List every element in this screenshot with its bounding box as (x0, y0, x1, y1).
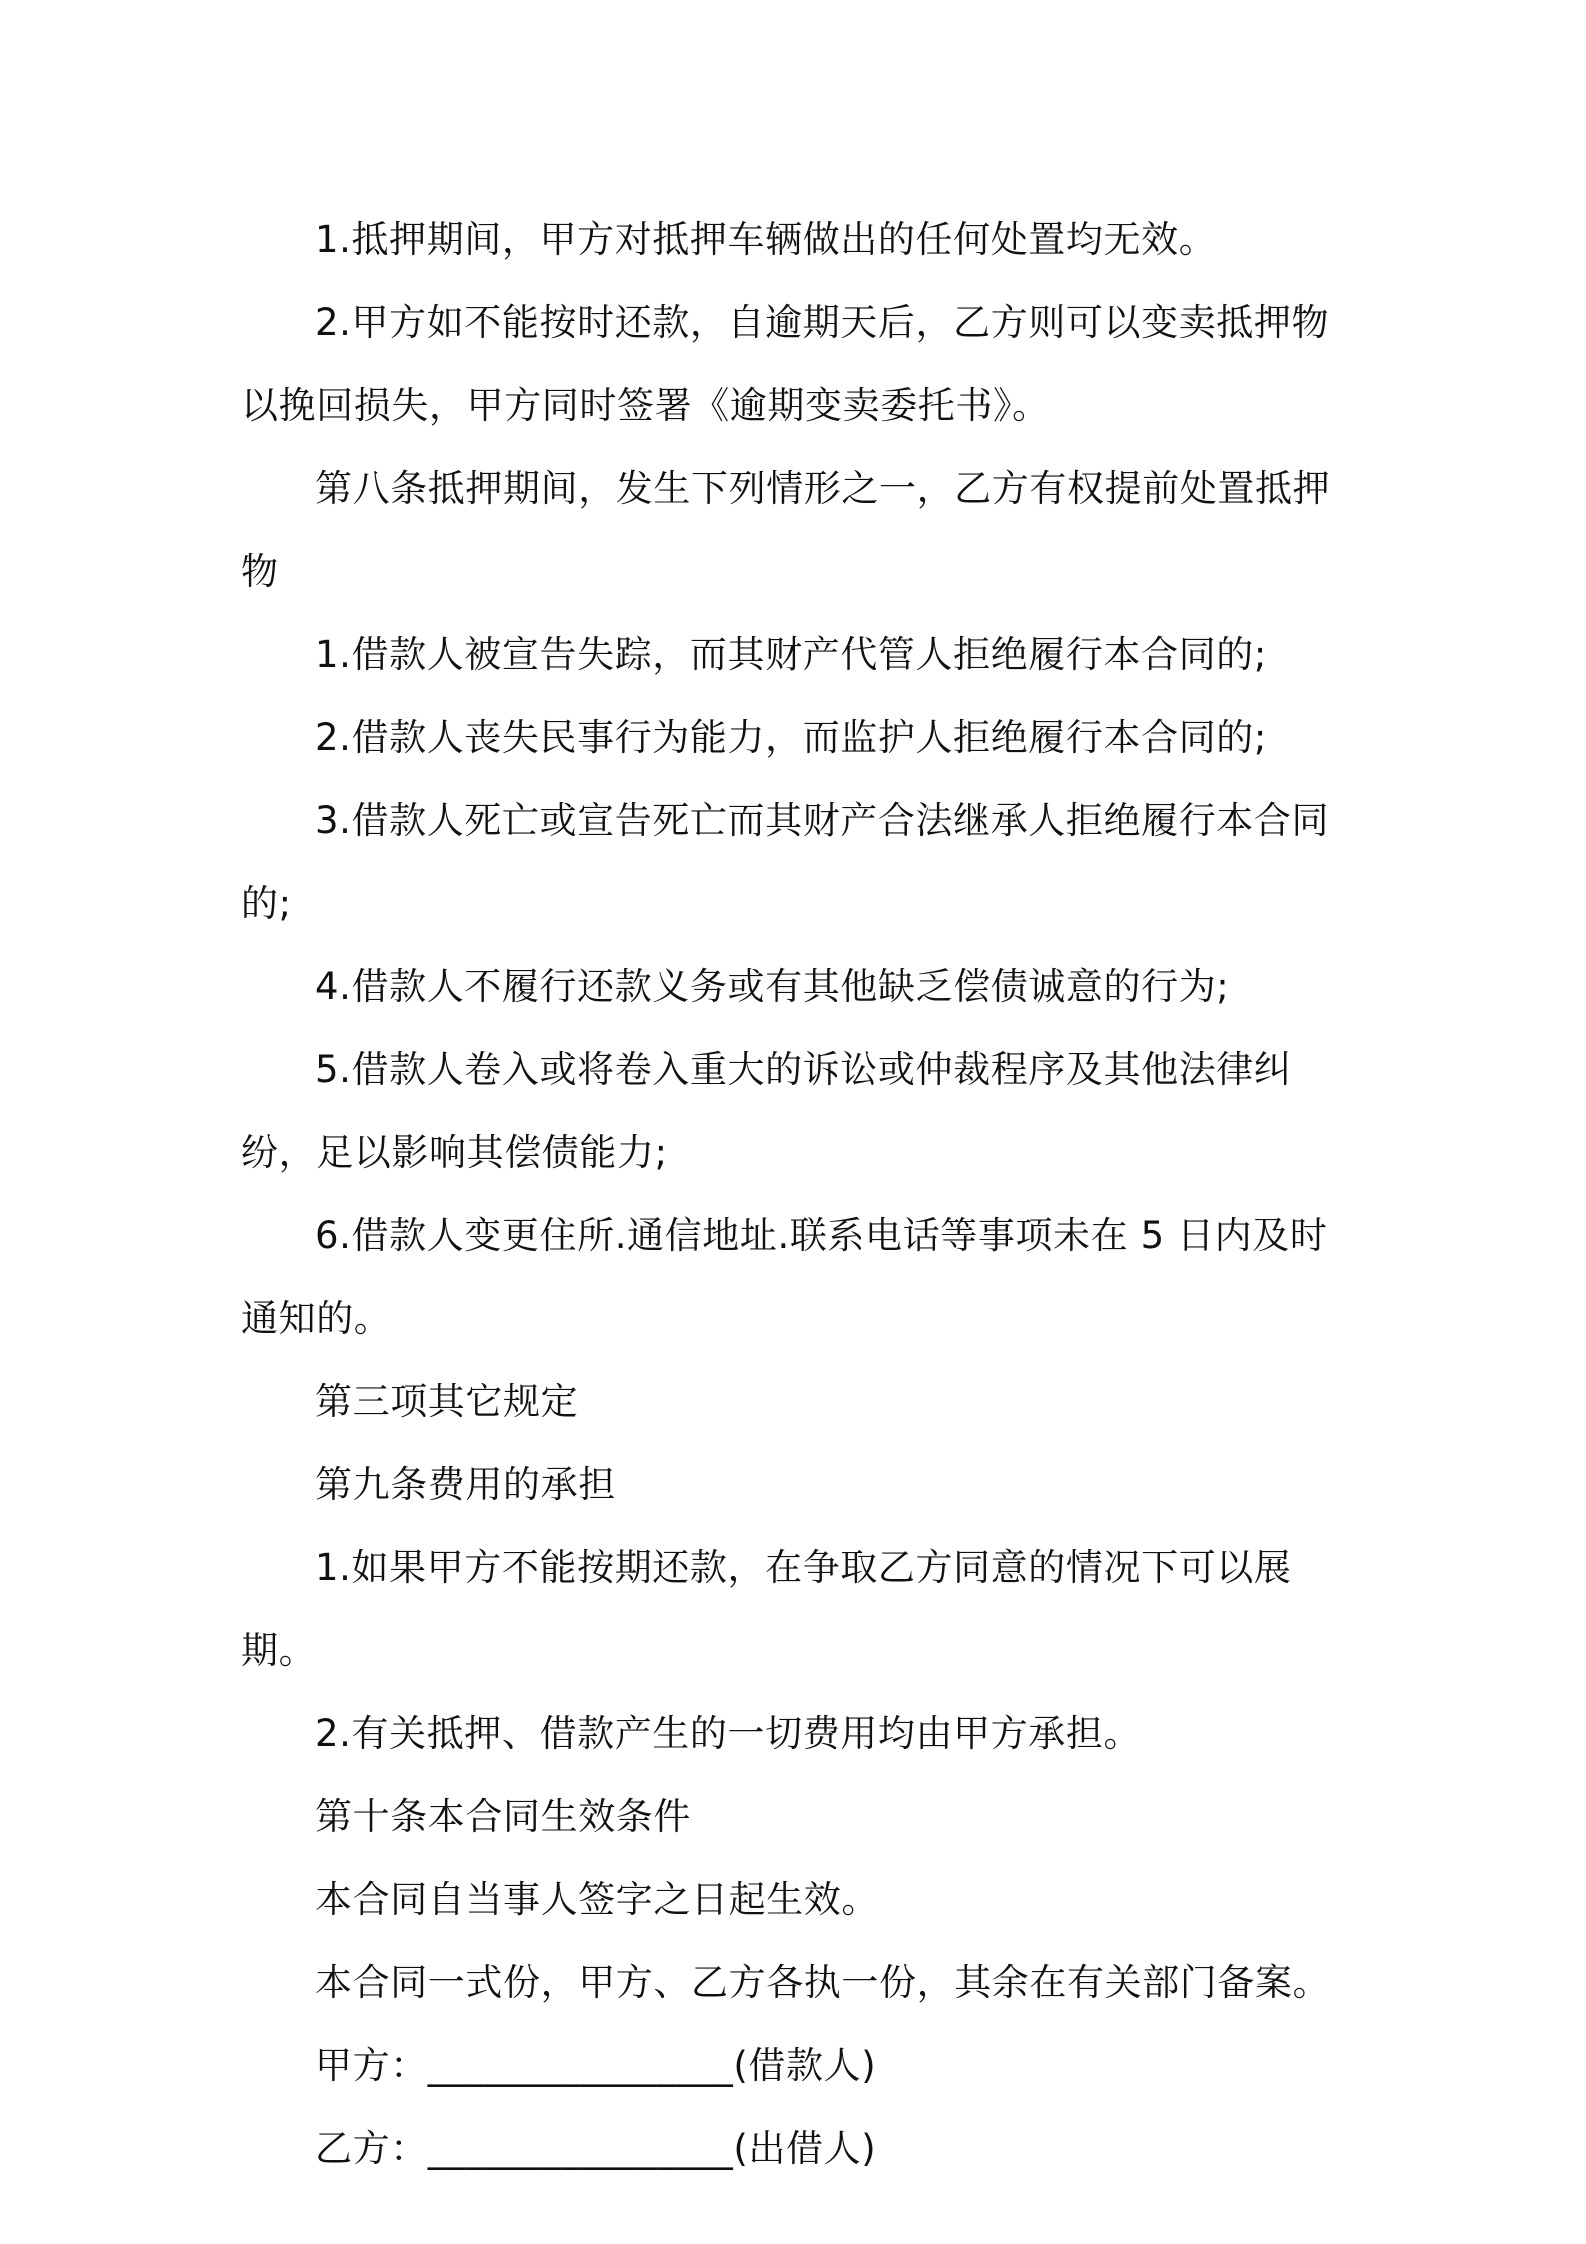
paragraph-6: 3.借款人死亡或宣告死亡而其财产合法继承人拒绝履行本合同的; (241, 799, 1330, 925)
article-9-heading: 第九条费用的承担 (315, 1463, 616, 1506)
paragraph-1: 1.抵押期间，甲方对抵押车辆做出的任何处置均无效。 (315, 218, 1217, 261)
paragraph-7: 4.借款人不履行还款义务或有其他缺乏偿债诚意的行为; (315, 965, 1230, 1008)
paragraph-9: 6.借款人变更住所.通信地址.联系电话等事项未在 5 日内及时通知的。 (241, 1214, 1328, 1340)
article-10-heading: 第十条本合同生效条件 (315, 1795, 691, 1838)
paragraph-5: 2.借款人丧失民事行为能力，而监护人拒绝履行本合同的; (315, 716, 1267, 759)
paragraph-8: 5.借款人卷入或将卷入重大的诉讼或仲裁程序及其他法律纠纷，足以影响其偿债能力; (241, 1048, 1292, 1174)
paragraph-13: 2.有关抵押、借款产生的一切费用均由甲方承担。 (315, 1712, 1142, 1755)
paragraph-2: 2.甲方如不能按时还款，自逾期天后，乙方则可以变卖抵押物以挽回损失，甲方同时签署《逾期变卖委托书》。 (241, 301, 1330, 427)
paragraph-4: 1.借款人被宣告失踪，而其财产代管人拒绝履行本合同的; (315, 633, 1267, 676)
paragraph-12: 1.如果甲方不能按期还款，在争取乙方同意的情况下可以展期。 (241, 1546, 1292, 1672)
paragraph-15: 本合同自当事人签字之日起生效。 (315, 1878, 879, 1921)
section-heading-3: 第三项其它规定 (315, 1380, 579, 1423)
paragraph-16: 本合同一式份，甲方、乙方各执一份，其余在有关部门备案。 (315, 1961, 1331, 2004)
party-a-signature-line: 甲方：________________(借款人) (315, 2044, 877, 2087)
paragraph-3: 第八条抵押期间，发生下列情形之一，乙方有权提前处置抵押物 (241, 467, 1331, 593)
party-b-signature-line: 乙方：________________(出借人) (315, 2127, 877, 2170)
document-page (241, 198, 1351, 2190)
